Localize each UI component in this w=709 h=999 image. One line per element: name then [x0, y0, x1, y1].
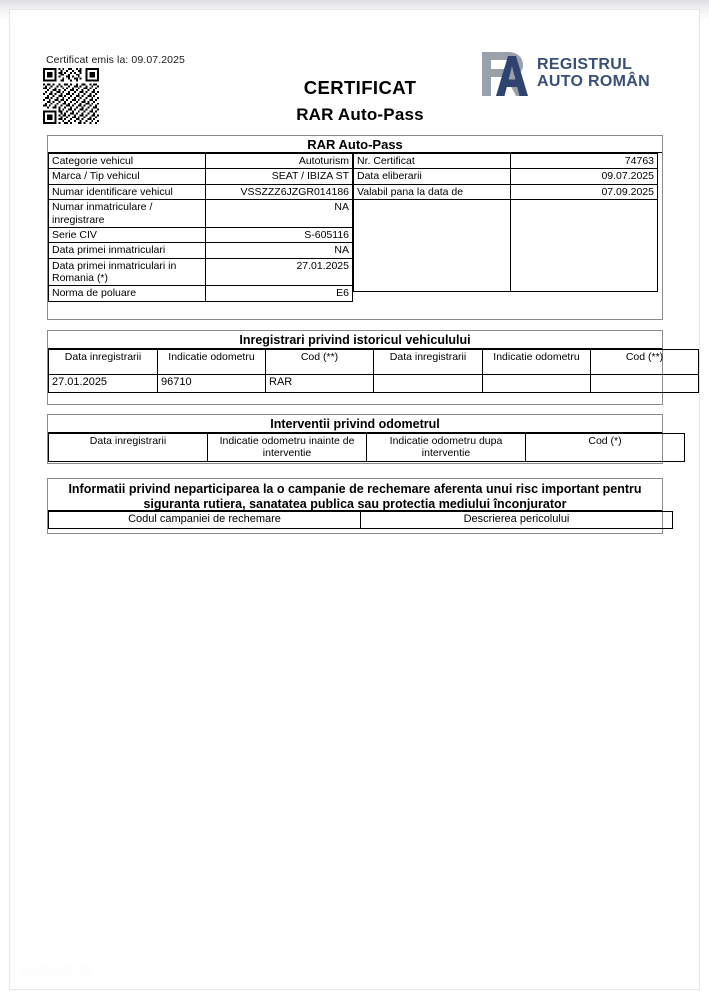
- row-value: 07.09.2025: [511, 184, 658, 199]
- column-header: Indicatie odometru dupa interventie: [367, 434, 526, 462]
- row-value: E6: [206, 286, 353, 301]
- row-label: Serie CIV: [49, 227, 206, 242]
- certificate-page: [10, 10, 699, 989]
- table-header-row: [49, 350, 699, 375]
- column-header: Cod (*): [526, 434, 685, 462]
- column-header: Data inregistrarii: [374, 350, 483, 375]
- odometer-section-band: Interventii privind odometrul: [48, 415, 662, 433]
- row-label: Categorie vehicul: [49, 154, 206, 169]
- recall-table-head: [49, 512, 673, 529]
- table-cell: [374, 375, 483, 393]
- row-value: 27.01.2025: [206, 258, 353, 286]
- table-cell: 96710: [158, 375, 266, 393]
- column-header: Indicatie odometru: [483, 350, 591, 375]
- row-value: NA: [206, 200, 353, 228]
- row-value: NA: [206, 243, 353, 258]
- row-label: Numar identificare vehicul: [49, 184, 206, 199]
- vehicle-details-body: [49, 154, 353, 302]
- table-row: [49, 243, 353, 258]
- row-label: Valabil pana la data de: [354, 184, 511, 199]
- table-row: [49, 154, 353, 169]
- table-header-row: [49, 512, 673, 529]
- page-subtitle: RAR Auto-Pass: [296, 105, 424, 125]
- table-cell: [591, 375, 699, 393]
- empty-cell: [354, 200, 511, 292]
- page-title: CERTIFICAT: [303, 77, 417, 98]
- row-label: Data primei inmatriculari: [49, 243, 206, 258]
- table-row: [354, 154, 658, 169]
- rar-logo: [478, 50, 650, 98]
- table-row: [49, 375, 699, 393]
- vehicle-details-table: [48, 153, 353, 302]
- history-table: [48, 349, 699, 393]
- rar-monogram-icon: [478, 50, 532, 98]
- column-header: Data inregistrarii: [49, 434, 208, 462]
- history-section: [47, 330, 663, 405]
- history-table-body: [49, 375, 699, 393]
- column-header: Codul campaniei de rechemare: [49, 512, 361, 529]
- certificate-details-body: [354, 154, 658, 292]
- main-section-band: RAR Auto-Pass: [48, 136, 662, 153]
- recall-section-band: Informatii privind neparticiparea la o campanie de rechemare aferenta unui risc important pentru siguranta rutiera, sanatatea publica sau protectia mediului înconjurator: [48, 479, 662, 511]
- table-row: [354, 184, 658, 199]
- row-label: Marca / Tip vehicul: [49, 169, 206, 184]
- column-header: Data inregistrarii: [49, 350, 158, 375]
- row-label: Nr. Certificat: [354, 154, 511, 169]
- column-header: Cod (**): [591, 350, 699, 375]
- table-header-row: [49, 434, 685, 462]
- certificate-details-table: [353, 153, 658, 292]
- row-value: S-605116: [206, 227, 353, 242]
- table-row: [49, 258, 353, 286]
- main-data-section: [47, 135, 663, 320]
- column-header: Indicatie odometru: [158, 350, 266, 375]
- table-row: [49, 227, 353, 242]
- table-row: [49, 200, 353, 228]
- column-header: Indicatie odometru inainte de interventie: [208, 434, 367, 462]
- row-label: Norma de poluare: [49, 286, 206, 301]
- empty-cell: [511, 200, 658, 292]
- table-row: [49, 169, 353, 184]
- history-table-head: [49, 350, 699, 375]
- table-row: [354, 169, 658, 184]
- odometer-section: [47, 414, 663, 464]
- row-value: VSSZZZ6JZGR014186: [206, 184, 353, 199]
- table-cell: [483, 375, 591, 393]
- recall-table: [48, 511, 673, 529]
- row-value: SEAT / IBIZA ST: [206, 169, 353, 184]
- logo-line-1: REGISTRUL: [537, 56, 633, 74]
- table-cell: 27.01.2025: [49, 375, 158, 393]
- row-value: 09.07.2025: [511, 169, 658, 184]
- odometer-table-head: [49, 434, 685, 462]
- site-watermark: autovit.ro: [22, 962, 94, 979]
- table-row: [49, 184, 353, 199]
- table-cell: RAR: [266, 375, 374, 393]
- row-value: 74763: [511, 154, 658, 169]
- document-title-block: [200, 76, 520, 125]
- column-header: Descrierea pericolului: [361, 512, 673, 529]
- row-label: Data primei inmatriculari in Romania (*): [49, 258, 206, 286]
- rar-logo-text: [537, 57, 650, 90]
- column-header: Cod (**): [266, 350, 374, 375]
- table-row: [49, 286, 353, 301]
- history-section-band: Inregistrari privind istoricul vehiculului: [48, 331, 662, 349]
- row-label: Numar inmatriculare / inregistrare: [49, 200, 206, 228]
- issue-date-line: Certificat emis la: 09.07.2025: [46, 54, 185, 66]
- recall-section: [47, 478, 663, 534]
- table-row-empty: [354, 200, 658, 292]
- odometer-table: [48, 433, 685, 462]
- row-value: Autoturism: [206, 154, 353, 169]
- row-label: Data eliberarii: [354, 169, 511, 184]
- qr-code-icon: [43, 68, 99, 124]
- logo-line-2: AUTO ROMÂN: [537, 73, 650, 90]
